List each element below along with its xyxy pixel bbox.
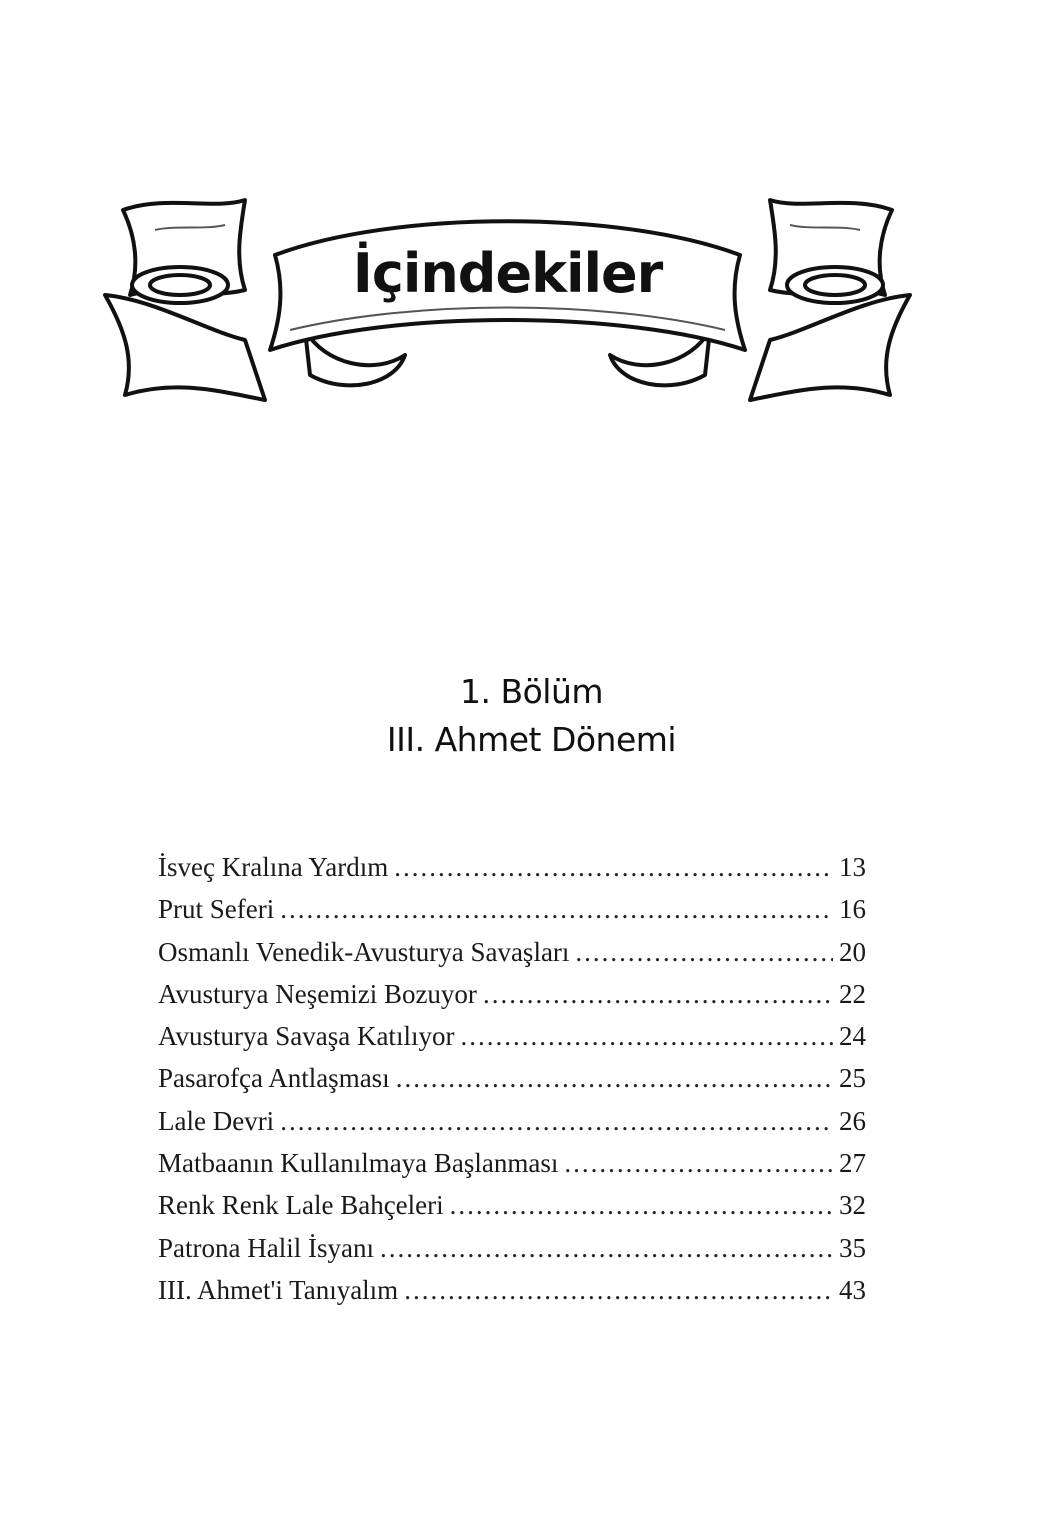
toc-entry[interactable] xyxy=(158,1184,866,1226)
toc-entry-page: 24 xyxy=(839,1021,866,1052)
section-name: III. Ahmet Dönemi xyxy=(386,720,677,759)
toc-entry[interactable] xyxy=(158,931,866,973)
section-heading xyxy=(0,668,1063,764)
toc-leader-dots xyxy=(450,1184,833,1226)
toc-entry-page: 22 xyxy=(839,978,866,1009)
toc-entry[interactable] xyxy=(158,1057,866,1099)
toc-leader-dots xyxy=(404,1269,833,1311)
section-number: 1. Bölüm xyxy=(459,672,604,711)
toc-entry-title: Renk Renk Lale Bahçeleri xyxy=(158,1190,444,1221)
toc-entry-title: İsveç Kralına Yardım xyxy=(158,852,389,882)
toc-entry-page: 35 xyxy=(839,1232,866,1263)
toc-entry[interactable] xyxy=(158,888,866,930)
toc-entry-title: Avusturya Savaşa Katılıyor xyxy=(158,1021,455,1052)
table-of-contents xyxy=(158,846,866,1311)
toc-entry[interactable] xyxy=(158,1227,866,1269)
scroll-banner-icon xyxy=(95,190,920,420)
toc-entry-page: 25 xyxy=(839,1063,866,1094)
toc-leader-dots xyxy=(380,1227,833,1269)
toc-leader-dots xyxy=(460,1015,833,1057)
toc-entry-title: Avusturya Neşemizi Bozuyor xyxy=(158,978,477,1009)
toc-leader-dots xyxy=(394,846,833,888)
page-title: İçindekiler xyxy=(352,242,663,305)
toc-entry-page: 26 xyxy=(839,1105,866,1136)
toc-leader-dots xyxy=(575,931,833,973)
toc-leader-dots xyxy=(280,1100,833,1142)
toc-entry-title: Prut Seferi xyxy=(158,894,275,925)
toc-entry-title: Patrona Halil İsyanı xyxy=(158,1232,374,1263)
toc-entry[interactable] xyxy=(158,1269,866,1311)
toc-entry-page: 43 xyxy=(839,1274,866,1305)
toc-entry[interactable] xyxy=(158,973,866,1015)
toc-entry[interactable] xyxy=(158,846,866,888)
toc-leader-dots xyxy=(564,1142,833,1184)
toc-entry[interactable] xyxy=(158,1100,866,1142)
toc-entry-page: 27 xyxy=(839,1148,866,1179)
toc-leader-dots xyxy=(280,888,833,930)
toc-entry-title: Osmanlı Venedik-Avusturya Savaşları xyxy=(158,936,570,967)
toc-entry-title: Lale Devri xyxy=(158,1105,275,1136)
toc-entry-page: 32 xyxy=(839,1190,866,1221)
toc-entry-title: Pasarofça Antlaşması xyxy=(158,1063,390,1094)
toc-leader-dots xyxy=(396,1057,833,1099)
toc-entry-page: 16 xyxy=(839,894,866,925)
toc-entry-page: 20 xyxy=(839,936,866,967)
toc-entry-title: Matbaanın Kullanılmaya Başlanması xyxy=(158,1148,559,1179)
toc-leader-dots xyxy=(483,973,833,1015)
title-banner xyxy=(95,190,920,420)
toc-entry[interactable] xyxy=(158,1142,866,1184)
toc-entry-title: III. Ahmet'i Tanıyalım xyxy=(158,1274,399,1305)
toc-entry-page: 13 xyxy=(839,852,866,882)
toc-entry[interactable] xyxy=(158,1015,866,1057)
